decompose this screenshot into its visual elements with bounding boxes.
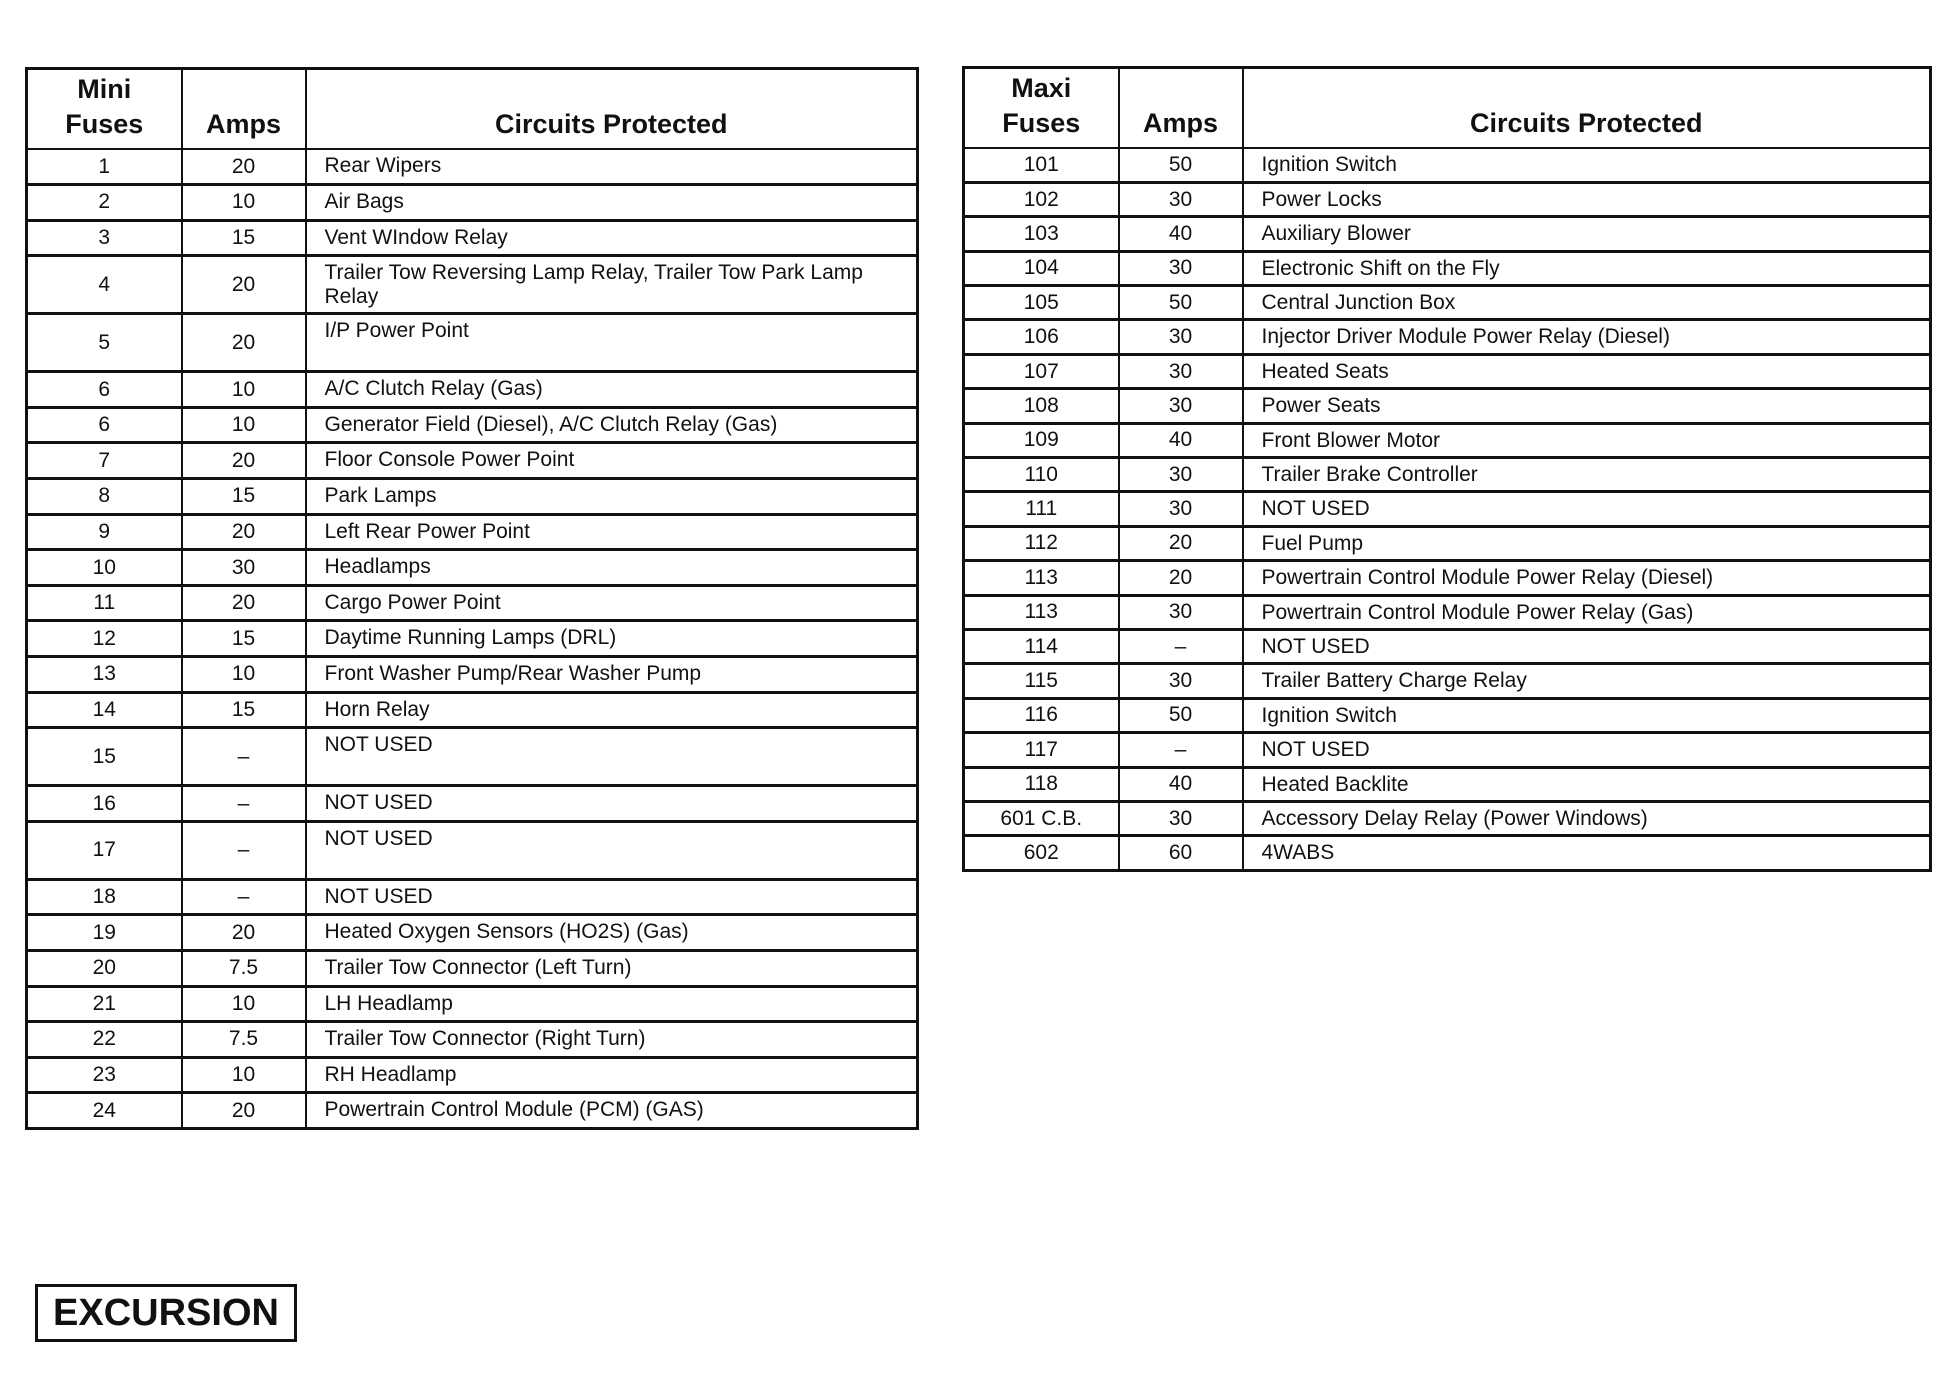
maxi-fuse-row [964,286,1931,320]
amps-cell: 15 [182,621,306,657]
amps-cell: 30 [1119,458,1243,492]
circuits-cell: Trailer Battery Charge Relay [1243,664,1931,698]
maxi-fuse-row [964,629,1931,663]
circuits-cell: Trailer Tow Connector (Left Turn) [306,951,918,987]
fuse-number-cell: 117 [964,733,1119,767]
fuse-number-cell: 16 [27,786,182,822]
mini-fuse-row [27,220,918,256]
circuits-cell: Central Junction Box [1243,286,1931,320]
fuse-number-cell: 113 [964,595,1119,629]
fuse-number-cell: 20 [27,951,182,987]
fuse-number-cell: 23 [27,1057,182,1093]
fuse-number-cell: 104 [964,251,1119,285]
fuse-number-cell: 15 [27,728,182,786]
amps-cell: 7.5 [182,1022,306,1058]
circuits-cell: Auxiliary Blower [1243,217,1931,251]
amps-cell: – [182,879,306,915]
amps-cell: 7.5 [182,951,306,987]
fuse-number-cell: 112 [964,526,1119,560]
amps-cell: – [182,786,306,822]
circuits-cell: Floor Console Power Point [306,443,918,479]
mini-fuse-header-row [27,69,918,150]
circuits-cell: Heated Backlite [1243,767,1931,801]
maxi-fuse-row [964,767,1931,801]
fuse-number-cell: 108 [964,389,1119,423]
amps-cell: 20 [182,256,306,314]
circuits-cell: Fuel Pump [1243,526,1931,560]
fuse-number-cell: 3 [27,220,182,256]
amps-cell: 30 [1119,320,1243,354]
amps-cell: 20 [182,314,306,372]
mini-fuse-row [27,407,918,443]
amps-cell: 20 [1119,526,1243,560]
amps-cell: 20 [182,915,306,951]
amps-cell: 30 [1119,251,1243,285]
mini-fuse-row [27,879,918,915]
circuits-cell: Power Seats [1243,389,1931,423]
fuse-number-cell: 4 [27,256,182,314]
mini-fuse-table [25,67,919,1130]
circuits-cell: NOT USED [306,728,918,786]
amps-cell: 20 [1119,561,1243,595]
maxi-fuse-row [964,458,1931,492]
circuits-cell: Ignition Switch [1243,148,1931,182]
amps-cell: 30 [1119,389,1243,423]
mini-fuse-row [27,821,918,879]
circuits-cell: A/C Clutch Relay (Gas) [306,372,918,408]
fuse-number-cell: 6 [27,407,182,443]
amps-cell: 15 [182,692,306,728]
maxi-fuse-row [964,389,1931,423]
fuse-number-cell: 11 [27,585,182,621]
mini-fuse-row [27,986,918,1022]
circuits-cell: Generator Field (Diesel), A/C Clutch Relay (Gas) [306,407,918,443]
mini-fuse-row [27,951,918,987]
circuits-cell: Front Blower Motor [1243,423,1931,457]
mini-fuse-row [27,621,918,657]
amps-cell: 20 [182,514,306,550]
amps-cell: 30 [1119,801,1243,835]
circuits-cell: Headlamps [306,550,918,586]
fuse-number-cell: 2 [27,185,182,221]
amps-cell: – [182,728,306,786]
circuits-cell: Powertrain Control Module Power Relay (Gas) [1243,595,1931,629]
amps-cell: 10 [182,657,306,693]
fuse-number-cell: 602 [964,836,1119,870]
fuse-number-cell: 24 [27,1093,182,1129]
circuits-cell: Cargo Power Point [306,585,918,621]
mini-circuits-column-header: Circuits Protected [306,69,918,150]
maxi-fuse-row [964,354,1931,388]
maxi-fuse-row [964,801,1931,835]
mini-fuses-column-header: Mini Fuses [27,69,182,150]
mini-fuse-row [27,514,918,550]
fuse-number-cell: 10 [27,550,182,586]
circuits-cell: Park Lamps [306,479,918,515]
circuits-cell: NOT USED [306,821,918,879]
maxi-fuse-row [964,733,1931,767]
mini-fuse-row [27,256,918,314]
maxi-fuse-table [962,66,1932,872]
maxi-circuits-column-header: Circuits Protected [1243,68,1931,149]
mini-fuse-row [27,915,918,951]
fuse-number-cell: 9 [27,514,182,550]
circuits-cell: Left Rear Power Point [306,514,918,550]
maxi-fuse-row [964,836,1931,870]
fuse-number-cell: 106 [964,320,1119,354]
amps-cell: – [182,821,306,879]
mini-fuse-row [27,692,918,728]
fuse-number-cell: 111 [964,492,1119,526]
circuits-cell: Daytime Running Lamps (DRL) [306,621,918,657]
circuits-cell: NOT USED [306,786,918,822]
fuse-number-cell: 114 [964,629,1119,663]
fuse-number-cell: 19 [27,915,182,951]
fuse-number-cell: 13 [27,657,182,693]
amps-cell: 60 [1119,836,1243,870]
fuse-number-cell: 115 [964,664,1119,698]
maxi-fuses-column-header: Maxi Fuses [964,68,1119,149]
fuse-number-cell: 8 [27,479,182,515]
amps-cell: 15 [182,220,306,256]
amps-cell: 15 [182,479,306,515]
amps-cell: 10 [182,185,306,221]
circuits-cell: LH Headlamp [306,986,918,1022]
amps-cell: 10 [182,1057,306,1093]
fuse-number-cell: 107 [964,354,1119,388]
circuits-cell: Rear Wipers [306,149,918,185]
mini-fuse-row [27,149,918,185]
mini-fuse-row [27,786,918,822]
mini-fuse-row [27,550,918,586]
maxi-fuse-row [964,698,1931,732]
fuse-number-cell: 22 [27,1022,182,1058]
fuse-number-cell: 118 [964,767,1119,801]
amps-cell: 20 [182,1093,306,1129]
fuse-number-cell: 12 [27,621,182,657]
fuse-number-cell: 5 [27,314,182,372]
amps-cell: 30 [1119,664,1243,698]
circuits-cell: Air Bags [306,185,918,221]
fuse-number-cell: 18 [27,879,182,915]
maxi-fuse-row [964,148,1931,182]
fuse-number-cell: 21 [27,986,182,1022]
maxi-fuse-header-row [964,68,1931,149]
maxi-amps-column-header: Amps [1119,68,1243,149]
fuse-number-cell: 1 [27,149,182,185]
circuits-cell: Ignition Switch [1243,698,1931,732]
circuits-cell: 4WABS [1243,836,1931,870]
mini-fuse-row [27,479,918,515]
mini-fuse-row [27,1093,918,1129]
amps-cell: 30 [1119,492,1243,526]
amps-cell: – [1119,733,1243,767]
maxi-fuse-row [964,182,1931,216]
circuits-cell: Power Locks [1243,182,1931,216]
fuse-number-cell: 105 [964,286,1119,320]
circuits-cell: NOT USED [1243,629,1931,663]
circuits-cell: NOT USED [1243,733,1931,767]
fuse-number-cell: 102 [964,182,1119,216]
amps-cell: 20 [182,585,306,621]
circuits-cell: I/P Power Point [306,314,918,372]
maxi-fuse-row [964,492,1931,526]
mini-fuse-row [27,657,918,693]
maxi-fuse-row [964,595,1931,629]
circuits-cell: Electronic Shift on the Fly [1243,251,1931,285]
amps-cell: 40 [1119,767,1243,801]
amps-cell: 20 [182,443,306,479]
fuse-number-cell: 103 [964,217,1119,251]
amps-cell: 30 [1119,182,1243,216]
maxi-fuse-row [964,664,1931,698]
amps-cell: 10 [182,372,306,408]
mini-fuse-row [27,1022,918,1058]
fuse-number-cell: 14 [27,692,182,728]
amps-cell: 10 [182,986,306,1022]
amps-cell: 40 [1119,217,1243,251]
amps-cell: 30 [1119,354,1243,388]
circuits-cell: RH Headlamp [306,1057,918,1093]
circuits-cell: Front Washer Pump/Rear Washer Pump [306,657,918,693]
maxi-fuse-row [964,561,1931,595]
mini-fuse-row [27,1057,918,1093]
circuits-cell: Vent WIndow Relay [306,220,918,256]
fuse-number-cell: 7 [27,443,182,479]
circuits-cell: NOT USED [1243,492,1931,526]
fuse-number-cell: 116 [964,698,1119,732]
mini-fuse-row [27,728,918,786]
maxi-fuse-row [964,526,1931,560]
fuse-number-cell: 6 [27,372,182,408]
circuits-cell: Heated Oxygen Sensors (HO2S) (Gas) [306,915,918,951]
maxi-fuse-row [964,251,1931,285]
mini-fuse-row [27,185,918,221]
maxi-fuse-row [964,217,1931,251]
amps-cell: 30 [182,550,306,586]
amps-cell: 30 [1119,595,1243,629]
circuits-cell: Heated Seats [1243,354,1931,388]
amps-cell: 50 [1119,286,1243,320]
amps-cell: – [1119,629,1243,663]
circuits-cell: Injector Driver Module Power Relay (Diesel) [1243,320,1931,354]
circuits-cell: Trailer Tow Reversing Lamp Relay, Trailer Tow Park Lamp Relay [306,256,918,314]
fuse-number-cell: 101 [964,148,1119,182]
amps-cell: 10 [182,407,306,443]
circuits-cell: NOT USED [306,879,918,915]
amps-cell: 50 [1119,148,1243,182]
vehicle-model-label: EXCURSION [35,1284,297,1342]
circuits-cell: Powertrain Control Module (PCM) (GAS) [306,1093,918,1129]
fuse-number-cell: 17 [27,821,182,879]
circuits-cell: Trailer Tow Connector (Right Turn) [306,1022,918,1058]
amps-cell: 20 [182,149,306,185]
circuits-cell: Powertrain Control Module Power Relay (Diesel) [1243,561,1931,595]
fuse-number-cell: 110 [964,458,1119,492]
fuse-number-cell: 109 [964,423,1119,457]
mini-fuse-row [27,443,918,479]
maxi-fuse-row [964,320,1931,354]
fuse-number-cell: 601 C.B. [964,801,1119,835]
circuits-cell: Trailer Brake Controller [1243,458,1931,492]
mini-fuse-row [27,372,918,408]
fuse-number-cell: 113 [964,561,1119,595]
mini-fuse-row [27,314,918,372]
amps-cell: 50 [1119,698,1243,732]
amps-cell: 40 [1119,423,1243,457]
circuits-cell: Horn Relay [306,692,918,728]
mini-fuse-row [27,585,918,621]
mini-amps-column-header: Amps [182,69,306,150]
circuits-cell: Accessory Delay Relay (Power Windows) [1243,801,1931,835]
maxi-fuse-row [964,423,1931,457]
